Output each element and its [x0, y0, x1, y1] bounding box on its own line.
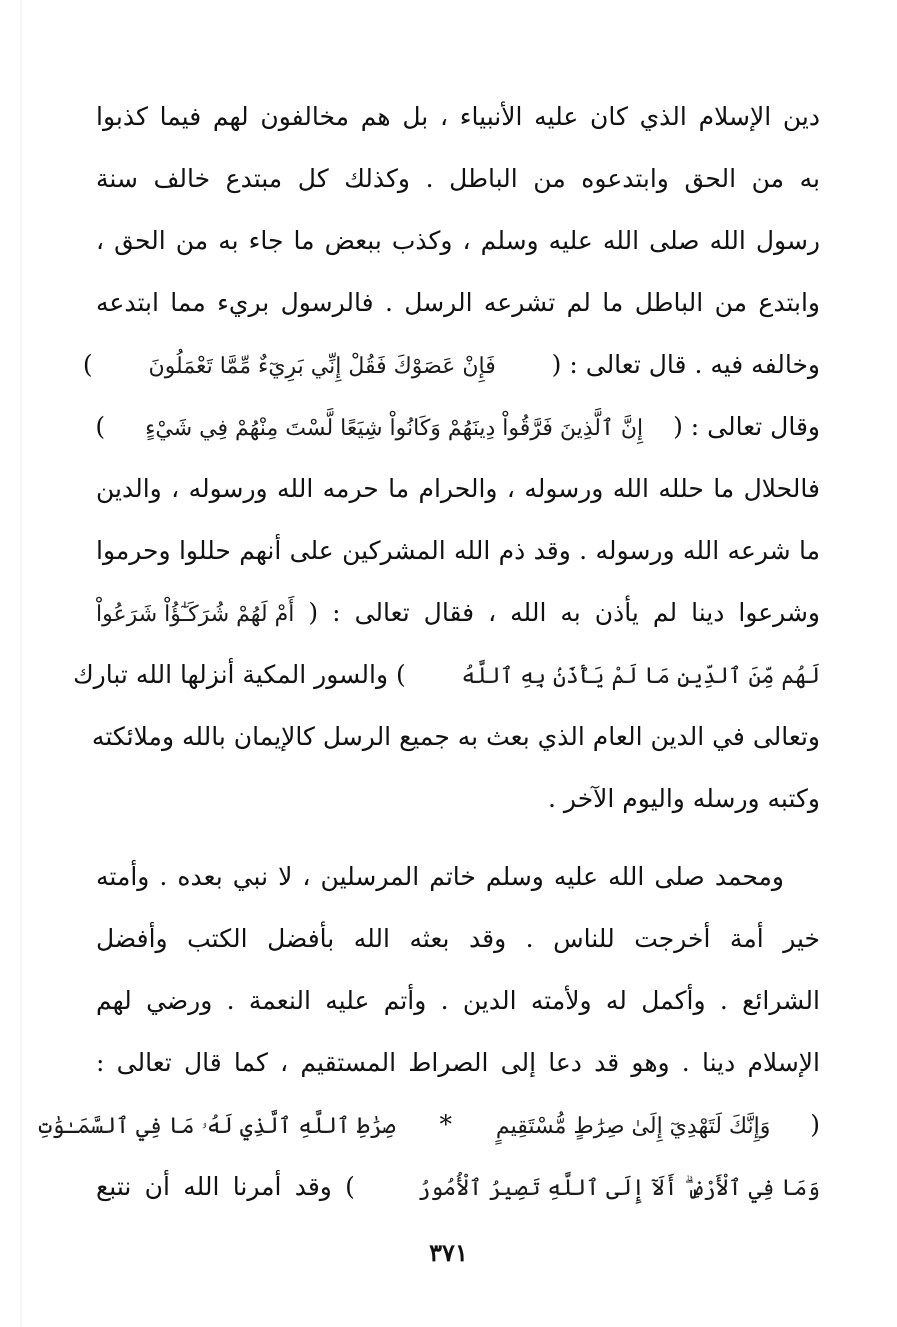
text-line: وكتبه ورسله واليوم الآخر . [548, 784, 820, 813]
text-line: وتعالى في الدين العام الذي بعث به جميع الرسل كالإيمان بالله وملائكته [91, 722, 820, 751]
verse-open-paren: ( [810, 1110, 820, 1139]
text-line-with-verse [82, 334, 820, 396]
quran-verse: لَهُم مِّنَ ٱلدِّينِ مَا لَمْ يَأْذَنۢ بِهِ ٱللَّهُ [461, 664, 820, 689]
quran-verse: وَإِنَّكَ لَتَهْدِيٓ إِلَىٰ صِرَٰطٍ مُّسْتَقِيمٍ [495, 1114, 771, 1139]
verse-close-paren: ) [82, 350, 93, 379]
verse-close-paren: ) [95, 412, 106, 441]
line-text: ) والسور المكية أنزلها الله تبارك [73, 660, 406, 689]
text-line: الشرائع . وأكمل له ولأمته الدين . وأتم عليه النعمة . ورضي لهم [96, 986, 820, 1015]
quran-verse: فَإِنْ عَصَوْكَ فَقُلْ إِنِّي بَرِيٓءٌ مِّمَّا تَعْمَلُونَ [148, 354, 496, 379]
quran-verse: إِنَّ ٱلَّذِينَ فَرَّقُواْ دِينَهُمْ وَكَانُواْ شِيَعًا لَّسْتَ مِنْهُمْ فِي شَيْءٍ [145, 416, 644, 441]
text-line: وابتدع من الباطل ما لم تشرعه الرسل . فالرسول بريء مما ابتدعه [96, 288, 820, 317]
text-line-with-verse [38, 1094, 820, 1156]
text-line: دين الإسلام الذي كان عليه الأنبياء ، بل هم مخالفون لهم فيما كذبوا [96, 102, 820, 131]
text-line: به من الحق وابتدعوه من الباطل . وكذلك كل مبتدع خالف سنة [96, 164, 820, 193]
page-margin-edge [20, 0, 22, 1327]
line-text: وخالفه فيه . قال تعالى : ( [551, 350, 820, 379]
quran-verse: وَمَا فِي ٱلْأَرْضِ ۗ أَلَآ إِلَى ٱللَّهِ تَصِيرُ ٱلْأُمُورُ [417, 1176, 821, 1201]
paragraph-2 [38, 846, 821, 1218]
text-line: خير أمة أخرجت للناس . وقد بعثه الله بأفضل الكتب وأفضل [96, 924, 820, 953]
text-line: ما شرعه الله ورسوله . وقد ذم الله المشركين على أنهم حللوا وحرموا [96, 536, 820, 565]
text-line: رسول الله صلى الله عليه وسلم ، وكذب ببعض ما جاء به من الحق ، [96, 226, 820, 255]
text-line: فالحلال ما حلله الله ورسوله ، والحرام ما حرمه الله ورسوله ، والدين [96, 474, 820, 503]
line-text: ومحمد صلى الله عليه وسلم خاتم المرسلين ، لا نبي بعده . وأمته [96, 862, 784, 891]
text-line-with-verse [96, 1156, 820, 1218]
quran-verse: صِرَٰطِ ٱللَّهِ ٱلَّذِي لَهُۥ مَا فِي ٱلسَّمَـٰوَٰتِ [38, 1114, 396, 1139]
text-line [96, 846, 820, 908]
text-line-with-verse [96, 582, 820, 644]
text-line: الإسلام دينا . وهو قد دعا إلى الصراط المستقيم ، كما قال تعالى : [96, 1048, 820, 1077]
line-text: وقال تعالى : ( [673, 412, 820, 441]
line-text: وشرعوا دينا لم يأذن به الله ، فقال تعالى : ( [308, 598, 820, 627]
verse-separator-star: * [439, 1110, 453, 1139]
page-number: ٣٧١ [429, 1238, 468, 1267]
text-line-with-verse [96, 396, 820, 458]
text-line-with-verse [73, 644, 820, 706]
line-text: ) وقد أمرنا الله أن نتبع [96, 1172, 355, 1201]
quran-verse: أَمْ لَهُمْ شُرَكَـٰٓؤُاْ شَرَعُواْ [96, 602, 295, 627]
paragraph-1 [73, 86, 820, 830]
